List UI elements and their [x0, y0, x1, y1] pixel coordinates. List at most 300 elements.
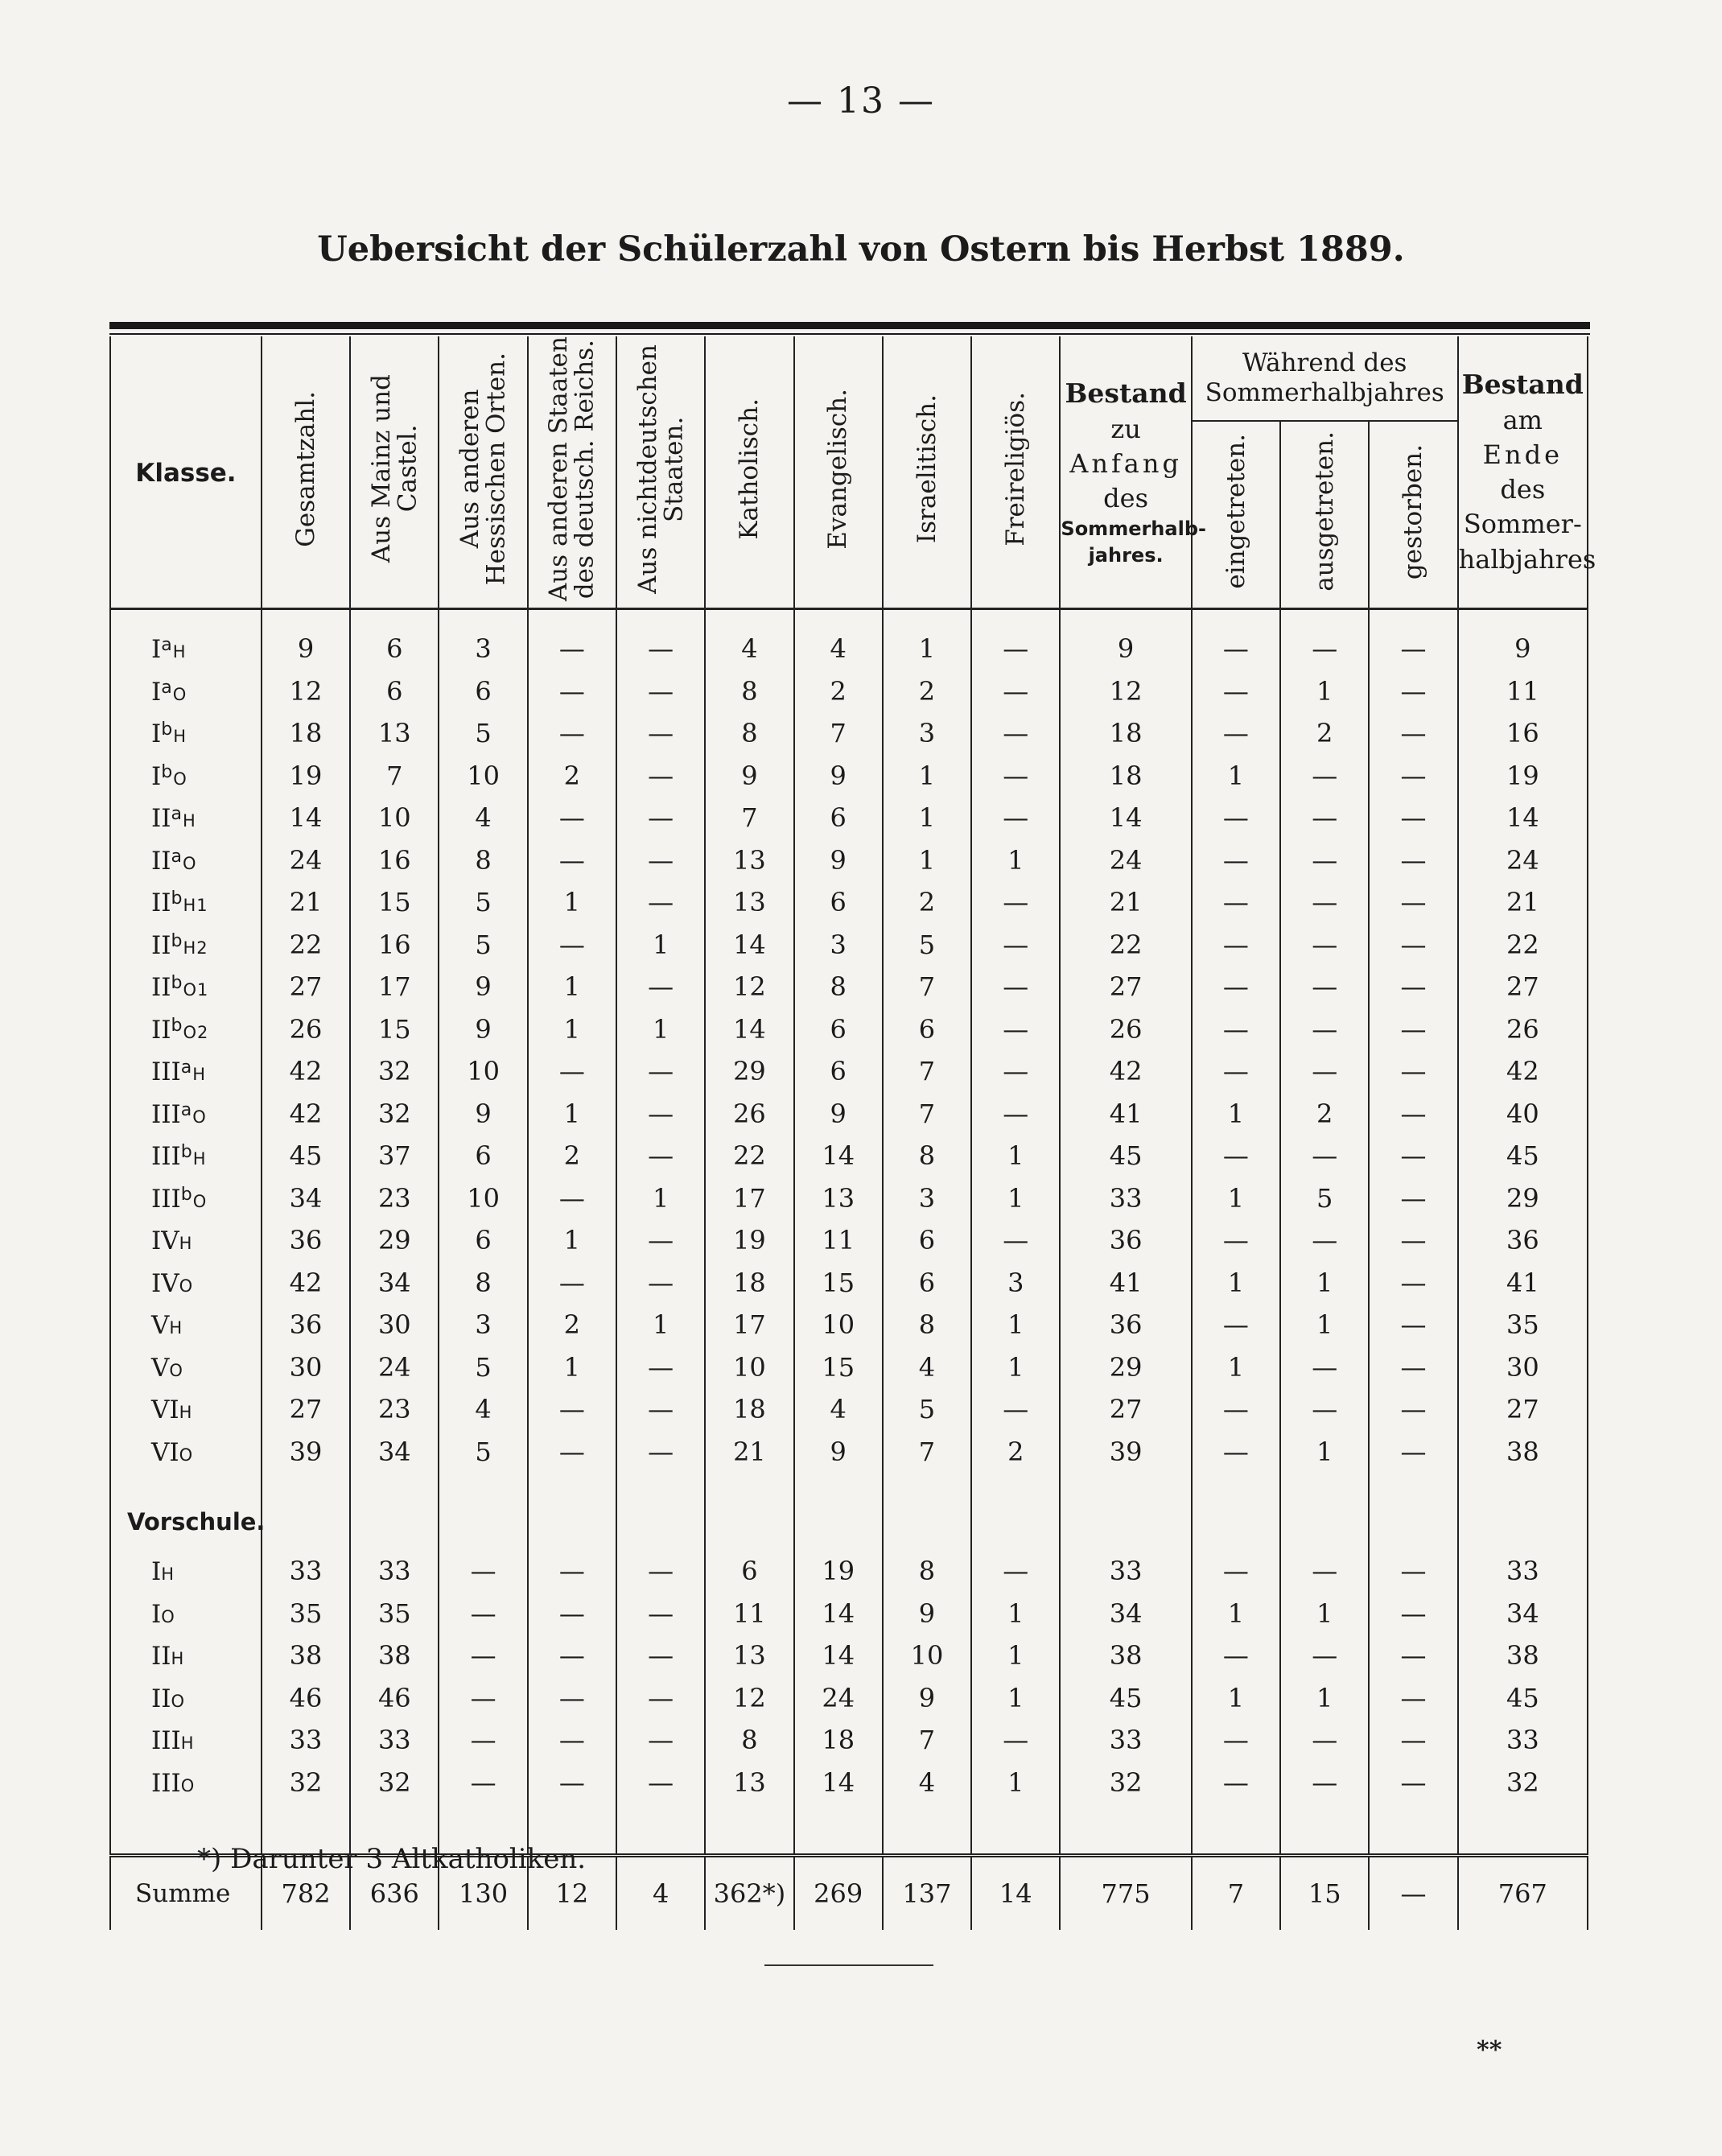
class-label: $I^aO$ — [110, 670, 262, 713]
table-cell: 7 — [1192, 1856, 1280, 1931]
table-cell: — — [616, 1719, 705, 1762]
table-cell: 2 — [1280, 712, 1369, 755]
table-cell: 5 — [1280, 1177, 1369, 1220]
table-cell: 8 — [883, 1135, 971, 1177]
table-cell: 32 — [350, 1093, 439, 1136]
table-cell: 22 — [705, 1135, 793, 1177]
table-cell: — — [528, 670, 616, 713]
table-cell: 36 — [262, 1219, 350, 1262]
table-cell: — — [1280, 755, 1369, 798]
table-cell: — — [616, 1635, 705, 1677]
table-cell: — — [439, 1635, 527, 1677]
table-cell: — — [1369, 1856, 1457, 1931]
table-cell: 40 — [1458, 1093, 1588, 1136]
table-cell: 14 — [971, 1856, 1060, 1931]
table-cell: 7 — [350, 755, 439, 798]
table-cell: — — [528, 797, 616, 839]
table-row — [110, 966, 1588, 1008]
table-cell: — — [1280, 966, 1369, 1008]
table-cell: 19 — [1458, 755, 1588, 798]
table-cell: 24 — [262, 839, 350, 882]
table-cell: 42 — [262, 1050, 350, 1093]
table-cell: 41 — [1060, 1093, 1191, 1136]
table-cell: 4 — [794, 1388, 883, 1431]
table-cell: 1 — [971, 1346, 1060, 1389]
class-label: IIIO — [110, 1762, 262, 1804]
table-cell: — — [528, 712, 616, 755]
table-cell: 1 — [528, 1008, 616, 1051]
table-cell: — — [616, 755, 705, 798]
table-cell: — — [1369, 1677, 1457, 1720]
table-cell: — — [616, 881, 705, 924]
pupil-statistics-table — [109, 336, 1596, 1930]
header-gestorben: gestorben. — [1369, 421, 1457, 608]
table-cell: 130 — [439, 1856, 527, 1931]
class-label: III$^a$O — [110, 1093, 262, 1136]
class-label: IVO — [110, 1262, 262, 1305]
table-cell: — — [1280, 1635, 1369, 1677]
vorschule-label: Vorschule. — [110, 1494, 262, 1550]
table-cell: 32 — [350, 1762, 439, 1804]
table-cell: 10 — [794, 1304, 883, 1346]
table-cell: — — [1369, 1762, 1457, 1804]
table-cell: — — [616, 1050, 705, 1093]
table-cell: 3 — [439, 1304, 527, 1346]
table-cell: — — [1369, 628, 1457, 670]
table-cell: 1 — [528, 881, 616, 924]
table-cell: 9 — [794, 1431, 883, 1474]
table-cell: 38 — [1458, 1635, 1588, 1677]
table-cell: 24 — [1458, 839, 1588, 882]
table-cell: 6 — [794, 1008, 883, 1051]
table-cell: — — [1280, 1388, 1369, 1431]
table-cell: 24 — [794, 1677, 883, 1720]
table-cell: — — [1369, 1346, 1457, 1389]
table-cell: 37 — [350, 1135, 439, 1177]
table-cell: 1 — [1192, 1177, 1280, 1220]
table-cell: 1 — [616, 924, 705, 967]
class-label: $I^aH$ — [110, 628, 262, 670]
table-cell: 4 — [705, 628, 793, 670]
table-cell: 15 — [794, 1262, 883, 1305]
table-cell: 36 — [1458, 1219, 1588, 1262]
table-cell: — — [1192, 1008, 1280, 1051]
table-cell: 9 — [883, 1677, 971, 1720]
table-cell: 33 — [262, 1550, 350, 1593]
table-cell: 6 — [794, 881, 883, 924]
table-cell: 6 — [439, 1135, 527, 1177]
table-cell: 1 — [971, 1762, 1060, 1804]
table-cell: 36 — [262, 1304, 350, 1346]
table-cell: — — [1369, 881, 1457, 924]
table-row — [110, 1304, 1588, 1346]
table-cell: 21 — [1458, 881, 1588, 924]
table-row — [110, 1262, 1588, 1305]
class-label: $II^aH$ — [110, 797, 262, 839]
table-cell: 7 — [883, 1050, 971, 1093]
table-cell: — — [1369, 1304, 1457, 1346]
header-gesamtzahl: Gesamtzahl. — [262, 336, 350, 608]
table-cell: 1 — [1192, 1677, 1280, 1720]
table-cell: 13 — [705, 1762, 793, 1804]
table-cell: — — [1192, 1050, 1280, 1093]
table-cell: — — [528, 1719, 616, 1762]
table-cell: 6 — [350, 670, 439, 713]
table-cell: 2 — [528, 1135, 616, 1177]
table-cell: 1 — [1192, 1593, 1280, 1635]
class-label: Summe — [110, 1856, 262, 1931]
table-cell: — — [616, 1135, 705, 1177]
table-cell: — — [1280, 1550, 1369, 1593]
table-cell: 9 — [705, 755, 793, 798]
table-cell: — — [1369, 1635, 1457, 1677]
table-cell: — — [439, 1593, 527, 1635]
table-cell: 24 — [1060, 839, 1191, 882]
table-cell: — — [971, 1093, 1060, 1136]
table-cell: 1 — [1192, 1093, 1280, 1136]
table-cell: — — [971, 881, 1060, 924]
table-cell: 27 — [262, 966, 350, 1008]
table-cell: 8 — [883, 1304, 971, 1346]
table-cell: 1 — [883, 797, 971, 839]
table-cell: 6 — [883, 1008, 971, 1051]
table-cell: — — [1369, 1050, 1457, 1093]
table-cell: 26 — [1458, 1008, 1588, 1051]
table-cell: — — [1369, 924, 1457, 967]
table-cell: 1 — [883, 755, 971, 798]
table-cell: — — [1192, 797, 1280, 839]
table-cell: 21 — [262, 881, 350, 924]
table-cell: 1 — [528, 1093, 616, 1136]
table-cell: 1 — [971, 1304, 1060, 1346]
table-cell: 34 — [350, 1431, 439, 1474]
table-row — [110, 670, 1588, 713]
class-label: $II^bO2$ — [110, 1008, 262, 1051]
table-cell: 3 — [794, 924, 883, 967]
table-cell: 14 — [705, 924, 793, 967]
table-cell: 1 — [971, 1635, 1060, 1677]
table-cell: — — [1369, 1093, 1457, 1136]
table-row — [110, 1093, 1588, 1136]
table-cell: 6 — [350, 628, 439, 670]
table-cell: 2 — [794, 670, 883, 713]
table-row — [110, 1346, 1588, 1389]
table-cell: 1 — [1192, 1346, 1280, 1389]
table-cell: 18 — [1060, 755, 1191, 798]
table-cell: 15 — [350, 1008, 439, 1051]
class-label: III$^a$H — [110, 1050, 262, 1093]
table-cell: — — [1280, 628, 1369, 670]
table-cell: 8 — [883, 1550, 971, 1593]
table-cell: 9 — [262, 628, 350, 670]
table-cell: 18 — [1060, 712, 1191, 755]
table-cell: — — [616, 628, 705, 670]
class-label: IIO — [110, 1677, 262, 1720]
table-cell: — — [1192, 924, 1280, 967]
table-cell: — — [971, 712, 1060, 755]
table-cell: 15 — [794, 1346, 883, 1389]
table-cell: — — [616, 966, 705, 1008]
table-cell: — — [1192, 1719, 1280, 1762]
table-cell: — — [971, 1388, 1060, 1431]
table-row — [110, 1219, 1588, 1262]
table-cell: 775 — [1060, 1856, 1191, 1931]
table-cell: — — [1192, 1550, 1280, 1593]
table-cell: 9 — [439, 1093, 527, 1136]
table-cell: 41 — [1060, 1262, 1191, 1305]
class-label: $II^bH1$ — [110, 881, 262, 924]
header-eingetreten: eingetreten. — [1192, 421, 1280, 608]
table-cell: 10 — [439, 1177, 527, 1220]
table-cell: — — [971, 797, 1060, 839]
header-israelitisch: Israelitisch. — [883, 336, 971, 608]
table-cell: 13 — [705, 881, 793, 924]
table-cell: — — [528, 1262, 616, 1305]
table-cell: 8 — [794, 966, 883, 1008]
table-cell: 5 — [439, 712, 527, 755]
table-cell: — — [971, 755, 1060, 798]
table-cell: 9 — [439, 1008, 527, 1051]
table-cell: 767 — [1458, 1856, 1588, 1931]
table-row — [110, 1050, 1588, 1093]
table-cell: 29 — [350, 1219, 439, 1262]
header-ausgetreten: ausgetreten. — [1280, 421, 1369, 608]
title-rule-thin — [109, 333, 1590, 335]
table-cell: — — [616, 1219, 705, 1262]
class-label: III$^b$O — [110, 1177, 262, 1220]
table-cell: — — [1280, 1050, 1369, 1093]
table-cell: — — [1280, 797, 1369, 839]
header-mainz: Aus Mainz und Castel. — [350, 336, 439, 608]
table-cell: — — [1192, 1304, 1280, 1346]
class-label: IO — [110, 1593, 262, 1635]
table-row — [110, 1762, 1588, 1804]
table-cell: 33 — [350, 1550, 439, 1593]
table-cell: 38 — [1458, 1431, 1588, 1474]
table-cell: 1 — [616, 1304, 705, 1346]
table-cell: 38 — [262, 1635, 350, 1677]
table-cell: — — [1192, 628, 1280, 670]
table-row — [110, 1008, 1588, 1051]
table-cell: 10 — [350, 797, 439, 839]
table-cell: — — [1280, 881, 1369, 924]
table-cell: — — [528, 1388, 616, 1431]
class-label: IH — [110, 1550, 262, 1593]
table-cell: 17 — [705, 1177, 793, 1220]
table-cell: 23 — [350, 1177, 439, 1220]
table-cell: 6 — [794, 1050, 883, 1093]
table-cell: — — [1192, 839, 1280, 882]
table-cell: — — [616, 1388, 705, 1431]
table-cell: 14 — [794, 1135, 883, 1177]
table-cell: 9 — [1458, 628, 1588, 670]
class-label: IIIH — [110, 1719, 262, 1762]
table-row — [110, 1635, 1588, 1677]
table-cell: 4 — [794, 628, 883, 670]
table-cell: 7 — [883, 1093, 971, 1136]
class-label: $I^bO$ — [110, 755, 262, 798]
table-cell: — — [971, 670, 1060, 713]
table-cell: 3 — [883, 712, 971, 755]
table-cell: 1 — [1192, 755, 1280, 798]
table-cell: — — [1369, 839, 1457, 882]
class-label: III$^b$H — [110, 1135, 262, 1177]
table-cell: — — [528, 1550, 616, 1593]
table-cell: — — [1369, 797, 1457, 839]
table-cell: 1 — [883, 628, 971, 670]
table-row — [110, 924, 1588, 967]
table-row — [110, 1593, 1588, 1635]
table-cell: 1 — [971, 1135, 1060, 1177]
table-cell: 46 — [262, 1677, 350, 1720]
table-cell: — — [1280, 924, 1369, 967]
table-cell: 21 — [1060, 881, 1191, 924]
table-cell: 5 — [883, 1388, 971, 1431]
table-cell: — — [1192, 966, 1280, 1008]
table-cell: 36 — [1060, 1304, 1191, 1346]
table-cell: 42 — [262, 1093, 350, 1136]
header-reich: Aus anderen Staaten des deutsch. Reichs. — [528, 336, 616, 608]
table-cell: 26 — [1060, 1008, 1191, 1051]
table-cell: — — [1280, 1135, 1369, 1177]
table-cell: — — [1192, 881, 1280, 924]
table-cell: — — [439, 1550, 527, 1593]
table-cell: — — [971, 628, 1060, 670]
table-row — [110, 839, 1588, 882]
table-cell: 8 — [705, 1719, 793, 1762]
table-cell: 6 — [883, 1219, 971, 1262]
table-cell: 6 — [705, 1550, 793, 1593]
table-cell: 2 — [883, 670, 971, 713]
table-cell: 9 — [794, 1093, 883, 1136]
table-cell: 7 — [883, 1719, 971, 1762]
table-cell: — — [528, 1762, 616, 1804]
table-body — [110, 609, 1588, 1931]
table-cell: — — [616, 1550, 705, 1593]
table-cell: 32 — [1060, 1762, 1191, 1804]
table-cell: — — [971, 1219, 1060, 1262]
table-cell: 8 — [705, 712, 793, 755]
table-cell: — — [528, 924, 616, 967]
table-cell: — — [616, 797, 705, 839]
table-cell: — — [616, 1431, 705, 1474]
table-cell: 11 — [705, 1593, 793, 1635]
table-row — [110, 1550, 1588, 1593]
table-cell: 27 — [262, 1388, 350, 1431]
table-cell: — — [439, 1762, 527, 1804]
table-cell: 8 — [439, 1262, 527, 1305]
table-cell: 29 — [1060, 1346, 1191, 1389]
header-freireligioes: Freireligiös. — [971, 336, 1060, 608]
table-cell: 137 — [883, 1856, 971, 1931]
table-cell: 9 — [794, 839, 883, 882]
class-label: VIO — [110, 1431, 262, 1474]
table-cell: 16 — [350, 924, 439, 967]
header-klasse: Klasse. — [110, 336, 262, 608]
table-cell: 35 — [262, 1593, 350, 1635]
table-cell: 34 — [350, 1262, 439, 1305]
table-cell: 5 — [883, 924, 971, 967]
table-cell: 42 — [1060, 1050, 1191, 1093]
table-cell: — — [439, 1719, 527, 1762]
table-cell: 18 — [705, 1262, 793, 1305]
table-cell: 11 — [794, 1219, 883, 1262]
table-cell: 1 — [971, 1593, 1060, 1635]
table-cell: — — [1280, 1219, 1369, 1262]
table-cell: — — [1369, 1219, 1457, 1262]
table-cell: — — [971, 1008, 1060, 1051]
spacer-row — [110, 1473, 1588, 1494]
table-cell: — — [1192, 712, 1280, 755]
table-cell: — — [1369, 670, 1457, 713]
table-cell: 14 — [262, 797, 350, 839]
table-cell: 21 — [705, 1431, 793, 1474]
table-cell: 29 — [705, 1050, 793, 1093]
table-cell: 269 — [794, 1856, 883, 1931]
table-cell: 42 — [262, 1262, 350, 1305]
table-cell: — — [1192, 1388, 1280, 1431]
table-row — [110, 1677, 1588, 1720]
table-cell: 4 — [616, 1856, 705, 1931]
table-cell: 22 — [1458, 924, 1588, 967]
table-cell: 27 — [1060, 1388, 1191, 1431]
table-cell: 3 — [883, 1177, 971, 1220]
table-cell: 14 — [794, 1635, 883, 1677]
table-cell: 17 — [705, 1304, 793, 1346]
table-cell: 45 — [1458, 1677, 1588, 1720]
table-cell: 7 — [883, 966, 971, 1008]
table-cell: 5 — [439, 1431, 527, 1474]
table-cell: 18 — [794, 1719, 883, 1762]
table-cell: 30 — [262, 1346, 350, 1389]
table-cell: 32 — [262, 1762, 350, 1804]
table-cell: — — [616, 1677, 705, 1720]
table-cell: 18 — [262, 712, 350, 755]
table-cell: 24 — [350, 1346, 439, 1389]
table-cell: 33 — [350, 1719, 439, 1762]
table-row — [110, 881, 1588, 924]
table-cell: — — [1280, 1008, 1369, 1051]
table-cell: 12 — [705, 966, 793, 1008]
class-label: $II^bO1$ — [110, 966, 262, 1008]
table-cell: 32 — [1458, 1762, 1588, 1804]
class-label: IVH — [110, 1219, 262, 1262]
table-cell: 39 — [262, 1431, 350, 1474]
table-cell: 16 — [350, 839, 439, 882]
header-evangelisch: Evangelisch. — [794, 336, 883, 608]
table-cell: 46 — [350, 1677, 439, 1720]
table-cell: 6 — [794, 797, 883, 839]
table-cell: 34 — [1458, 1593, 1588, 1635]
class-label: IIH — [110, 1635, 262, 1677]
table-cell: 35 — [1458, 1304, 1588, 1346]
table-cell: 5 — [439, 881, 527, 924]
table-cell: — — [1369, 1431, 1457, 1474]
table-cell: 35 — [350, 1593, 439, 1635]
table-cell: 33 — [1458, 1550, 1588, 1593]
table-cell: 1 — [971, 1677, 1060, 1720]
table-cell: 17 — [350, 966, 439, 1008]
table-cell: 1 — [971, 1177, 1060, 1220]
table-cell: 11 — [1458, 670, 1588, 713]
table-cell: 12 — [1060, 670, 1191, 713]
table-cell: 29 — [1458, 1177, 1588, 1220]
table-cell: 23 — [350, 1388, 439, 1431]
header-hessen: Aus anderen Hessischen Orten. — [439, 336, 527, 608]
table-cell: 12 — [528, 1856, 616, 1931]
table-cell: — — [1369, 1388, 1457, 1431]
table-cell: — — [971, 966, 1060, 1008]
